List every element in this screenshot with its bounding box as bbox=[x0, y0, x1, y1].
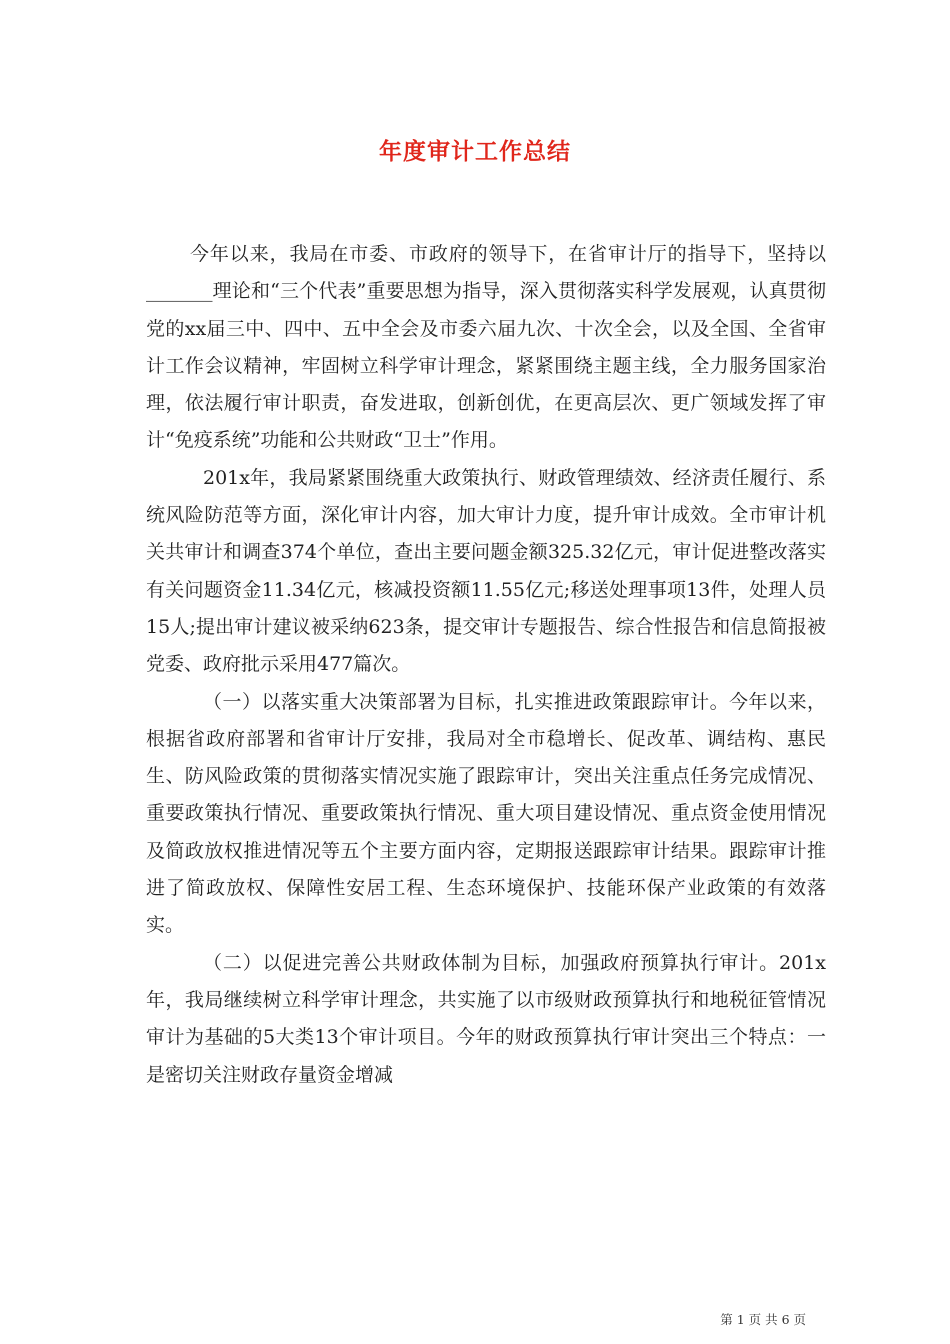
document-title: 年度审计工作总结 bbox=[379, 139, 571, 165]
paragraph-section-1: （一）以落实重大决策部署为目标，扎实推进政策跟踪审计。今年以来，根据省政府部署和省审计厅安排，我局对全市稳增长、促改革、调结构、惠民生、防风险政策的贯彻落实情况实施了跟踪审计，突出关注重点任务完成情况、重要政策执行情况、重要政策执行情况、重大项目建设情况、重点资金使用情况及简政放权推进情况等五个主要方面内容，定期报送跟踪审计结果。跟踪审计推进了简政放权、保障性安居工程、生态环境保护、技能环保产业政策的有效落实。 bbox=[146, 690, 826, 937]
paragraph-intro: 今年以来，我局在市委、市政府的领导下，在省审计厅的指导下，坚持以_______理论和“三个代表”重要思想为指导，深入贯彻落实科学发展观，认真贯彻党的xx届三中、四中、五中全会及市委六届九次、十次全会，以及全国、全省审计工作会议精神，牢固树立科学审计理念，紧紧围绕主题主线，全力服务国家治理，依法履行审计职责，奋发进取，创新创优，在更高层次、更广领域发挥了审计“免疫系统”功能和公共财政“卫士”作用。 bbox=[146, 243, 826, 452]
page-number: 第 1 页 共 6 页 bbox=[720, 1312, 806, 1327]
document-body bbox=[146, 236, 826, 1094]
paragraph-summary: 201x年，我局紧紧围绕重大政策执行、财政管理绩效、经济责任履行、系统风险防范等方面，深化审计内容，加大审计力度，提升审计成效。全市审计机关共审计和调查374个单位，查出主要问题金额325.32亿元，审计促进整改落实有关问题资金11.34亿元，核减投资额11.55亿元;移送处理事项13件，处理人员15人;提出审计建议被采纳623条，提交审计专题报告、综合性报告和信息简报被党委、政府批示采用477篇次。 bbox=[146, 466, 826, 676]
paragraph-section-2: （二）以促进完善公共财政体制为目标，加强政府预算执行审计。201x年，我局继续树立科学审计理念，共实施了以市级财政预算执行和地税征管情况审计为基础的5大类13个审计项目。今年的财政预算执行审计突出三个特点：一是密切关注财政存量资金增减 bbox=[146, 951, 826, 1086]
